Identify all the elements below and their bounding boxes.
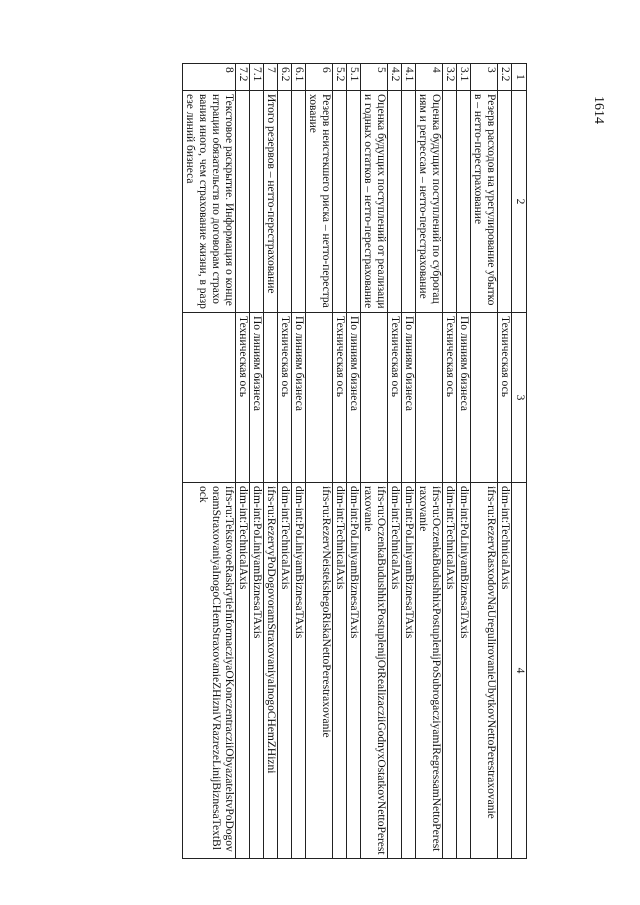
- column-header-4: 4: [512, 483, 527, 859]
- table-row: [347, 64, 361, 859]
- axis-name-cell: Техническая ось: [443, 313, 457, 483]
- element-code-cell: ifrs-ru:RezervRasxodovNaUregulirovanieUbytkovNettoPerestraxovanie: [471, 483, 498, 859]
- table-row: [416, 64, 443, 859]
- axis-name-cell: [361, 313, 388, 483]
- indicator-name-cell: Оценка будущих поступлений по суброгациям и регрессам – нетто-перестрахование: [416, 91, 443, 313]
- axis-name-cell: [183, 313, 236, 483]
- element-code-cell: dim-int:TechnicalAxis: [236, 483, 250, 859]
- row-number-cell: 6: [306, 64, 333, 91]
- element-code-cell: dim-int:TechnicalAxis: [388, 483, 402, 859]
- element-code-cell: dim-int:TechnicalAxis: [278, 483, 292, 859]
- table-row: [498, 64, 512, 859]
- column-header-3: 3: [512, 313, 527, 483]
- row-number-cell: 7.1: [250, 64, 264, 91]
- table-row: [471, 64, 498, 859]
- indicator-name-cell: [250, 91, 264, 313]
- row-number-cell: 5.2: [333, 64, 347, 91]
- row-number-cell: 7.2: [236, 64, 250, 91]
- row-number-cell: 3.1: [457, 64, 471, 91]
- indicator-name-cell: [402, 91, 416, 313]
- element-code-cell: ifrs-ru:TekstovoeRaskrytieInformacziyaOKonczentracziiObyazatelstvPoDogovoramStraxovaniyaInogoCHemStraxovanieZHizniVRazrezeLinijBiznesaTextBlock: [183, 483, 236, 859]
- row-number-cell: 8: [183, 64, 236, 91]
- table-row: [388, 64, 402, 859]
- indicator-name-cell: Итого резервов – нетто-перестрахование: [264, 91, 278, 313]
- indicator-name-cell: [443, 91, 457, 313]
- rotated-table-container: [112, 63, 527, 858]
- indicator-name-cell: Резерв неистекшего риска – нетто-перестрахование: [306, 91, 333, 313]
- axis-name-cell: По линиям бизнеса: [250, 313, 264, 483]
- element-code-cell: dim-int:TechnicalAxis: [498, 483, 512, 859]
- column-header-1: 1: [512, 64, 527, 91]
- table-row: [236, 64, 250, 859]
- row-number-cell: 5: [361, 64, 388, 91]
- row-number-cell: 4: [416, 64, 443, 91]
- axis-name-cell: Техническая ось: [278, 313, 292, 483]
- axis-name-cell: [416, 313, 443, 483]
- table-row: [292, 64, 306, 859]
- table-row: [457, 64, 471, 859]
- element-code-cell: dim-int:PoLiniyamBiznesaTAxis: [250, 483, 264, 859]
- element-code-cell: dim-int:PoLiniyamBiznesaTAxis: [402, 483, 416, 859]
- row-number-cell: 5.1: [347, 64, 361, 91]
- indicator-name-cell: Текстовое раскрытие. Информация о концентрации обязательств по договорам страхования иного, чем страхование жизни, в разрезе линий бизнеса: [183, 91, 236, 313]
- element-code-cell: dim-int:TechnicalAxis: [443, 483, 457, 859]
- page-number: [591, 50, 638, 124]
- row-number-cell: 6.1: [292, 64, 306, 91]
- indicator-name-cell: [498, 91, 512, 313]
- indicator-name-cell: [457, 91, 471, 313]
- axis-name-cell: Техническая ось: [498, 313, 512, 483]
- table-row: [278, 64, 292, 859]
- table-row: [183, 64, 236, 859]
- axis-name-cell: Техническая ось: [333, 313, 347, 483]
- indicator-name-cell: Резерв расходов на урегулирование убытков – нетто-перестрахование: [471, 91, 498, 313]
- element-code-cell: ifrs-ru:RezervNeistekshegoRiskaNettoPerestraxovanie: [306, 483, 333, 859]
- row-number-cell: 6.2: [278, 64, 292, 91]
- row-number-cell: 4.1: [402, 64, 416, 91]
- axis-name-cell: По линиям бизнеса: [292, 313, 306, 483]
- element-code-cell: dim-int:PoLiniyamBiznesaTAxis: [292, 483, 306, 859]
- element-code-cell: ifrs-ru:OczenkaBudushhixPostuplenijPoSubrogacziyamIRegressamNettoPerestraxovanie: [416, 483, 443, 859]
- element-code-cell: dim-int:TechnicalAxis: [333, 483, 347, 859]
- element-code-cell: dim-int:PoLiniyamBiznesaTAxis: [347, 483, 361, 859]
- row-number-cell: 2.2: [498, 64, 512, 91]
- table-row: [333, 64, 347, 859]
- axis-name-cell: По линиям бизнеса: [347, 313, 361, 483]
- row-number-cell: 4.2: [388, 64, 402, 91]
- axis-name-cell: [306, 313, 333, 483]
- axis-name-cell: [471, 313, 498, 483]
- axis-name-cell: [264, 313, 278, 483]
- table-row: [264, 64, 278, 859]
- table-row: [443, 64, 457, 859]
- table-row: [306, 64, 333, 859]
- element-code-cell: dim-int:PoLiniyamBiznesaTAxis: [457, 483, 471, 859]
- element-code-cell: ifrs-ru:RezervyPoDogovoramStraxovaniyaInogoCHemZHizni: [264, 483, 278, 859]
- axis-name-cell: Техническая ось: [236, 313, 250, 483]
- table-row: [250, 64, 264, 859]
- table-row: [361, 64, 388, 859]
- indicator-name-cell: [333, 91, 347, 313]
- indicator-name-cell: [347, 91, 361, 313]
- taxonomy-table: [182, 63, 527, 859]
- axis-name-cell: По линиям бизнеса: [402, 313, 416, 483]
- page-number-text: 1614: [591, 96, 606, 124]
- table-row: [402, 64, 416, 859]
- row-number-cell: 3.2: [443, 64, 457, 91]
- row-number-cell: 7: [264, 64, 278, 91]
- column-header-2: 2: [512, 91, 527, 313]
- element-code-cell: ifrs-ru:OczenkaBudushhixPostuplenijOtRealizacziiGodnyxOstatkovNettoPerestraxovanie: [361, 483, 388, 859]
- axis-name-cell: Техническая ось: [388, 313, 402, 483]
- indicator-name-cell: [236, 91, 250, 313]
- table-header-row: [512, 64, 527, 859]
- indicator-name-cell: [388, 91, 402, 313]
- row-number-cell: 3: [471, 64, 498, 91]
- indicator-name-cell: Оценка будущих поступлений от реализации годных остатков – нетто-перестрахование: [361, 91, 388, 313]
- table-body: [183, 64, 512, 859]
- indicator-name-cell: [278, 91, 292, 313]
- indicator-name-cell: [292, 91, 306, 313]
- axis-name-cell: По линиям бизнеса: [457, 313, 471, 483]
